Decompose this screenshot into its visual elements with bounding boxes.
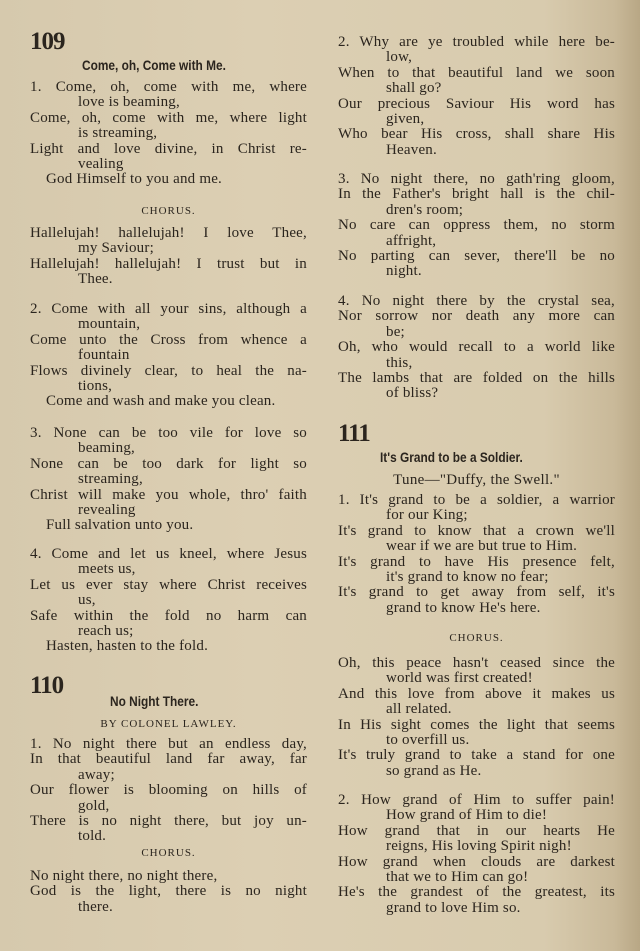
verse-line: 1. It's grand to be a soldier, a warrior — [338, 492, 615, 508]
verse-line: He's the grandest of the greatest, its — [338, 884, 615, 901]
verse-line: tions, — [78, 378, 113, 395]
verse-line: 2. Why are ye troubled while here be- — [338, 34, 615, 50]
verse-line: Our flower is blooming on hills of — [30, 782, 307, 799]
verse-line: There is no night there, but joy un- — [30, 813, 307, 830]
verse-line: Our precious Saviour His word has — [338, 95, 615, 112]
verse-line: gold, — [78, 797, 110, 814]
verse-line: Nor sorrow nor death any more can — [338, 308, 615, 325]
verse-line: Oh, who would recall to a world like — [338, 339, 615, 356]
verse — [338, 35, 615, 158]
verse-line: of bliss? — [386, 385, 439, 402]
verse-line: How grand when clouds are darkest — [338, 853, 615, 870]
verse-line: Hallelujah! hallelujah! I love Thee, — [30, 225, 307, 241]
verse-line: The lambs that are folded on the hills — [338, 370, 615, 387]
verse — [338, 493, 615, 616]
verse-line: 3. No night there, no gath'ring gloom, — [338, 171, 615, 187]
verse-line: 1. No night there but an endless day, — [30, 736, 307, 752]
chorus-label: CHORUS. — [141, 205, 196, 217]
verse-line: reach us; — [78, 623, 134, 640]
verse — [30, 302, 307, 410]
verse — [338, 172, 615, 280]
verse-line: Safe within the fold no harm can — [30, 607, 307, 624]
verse-line: it's grand to know no fear; — [386, 569, 549, 586]
verse-line: Who bear His cross, shall share His — [338, 126, 615, 143]
verse-line: God is the light, there is no night — [30, 883, 307, 900]
verse-line: When to that beautiful land we soon — [338, 64, 615, 81]
verse-line: It's grand to get away from self, it's — [338, 584, 615, 601]
verse-line: my Saviour; — [78, 240, 154, 257]
verse-line: reigns, His loving Spirit nigh! — [386, 838, 572, 855]
verse-line: wear if we are but true to Him. — [386, 538, 578, 555]
hymn-number: 111 — [338, 420, 370, 447]
verse-line: beaming, — [78, 440, 136, 457]
verse-line: for our King; — [386, 507, 468, 524]
verse-line: vealing — [78, 156, 124, 173]
verse-line: Flows divinely clear, to heal the na- — [30, 362, 307, 379]
hymn-byline: Tune—"Duffy, the Swell." — [393, 472, 560, 488]
verse-line: In the Father's bright hall is the chil- — [338, 186, 615, 203]
verse-line: love is beaming, — [78, 94, 180, 111]
hymn-title: No Night There. — [110, 694, 199, 709]
verse-line: And this love from above it makes us — [338, 685, 615, 702]
chorus-label: CHORUS. — [449, 632, 504, 644]
verse-line: No care can oppress them, no storm — [338, 217, 615, 234]
verse-line: revealing — [78, 502, 136, 519]
verse-line: It's truly grand to take a stand for one — [338, 747, 615, 764]
verse-line: grand to love Him so. — [386, 899, 521, 916]
verse-line: In His sight comes the light that seems — [338, 716, 615, 733]
verse-line: fountain — [78, 347, 130, 364]
verse-line: Hallelujah! hallelujah! I trust but in — [30, 255, 307, 272]
verse-line: grand to know He's here. — [386, 599, 541, 616]
verse-line: How grand of Him to die! — [386, 807, 548, 824]
hymn-number: 110 — [30, 672, 64, 699]
verse-line: It's grand to have His presence felt, — [338, 553, 615, 570]
verse-line: world was first created! — [386, 670, 533, 687]
verse-line: In that beautiful land far away, far — [30, 751, 307, 768]
verse-line: be; — [386, 323, 405, 340]
verse-line: Christ will make you whole, thro' faith — [30, 486, 307, 503]
verse-line: 3. None can be too vile for love so — [30, 425, 307, 441]
verse-line: Thee. — [78, 271, 113, 288]
verse-line: Light and love divine, in Christ re- — [30, 140, 307, 157]
verse-line: dren's room; — [386, 201, 464, 218]
verse-line: there. — [78, 898, 113, 915]
verse-line: all related. — [386, 701, 452, 718]
verse — [30, 426, 307, 534]
verse-line: to overfill us. — [386, 732, 470, 749]
verse-line: 4. No night there by the crystal sea, — [338, 293, 615, 309]
verse — [338, 793, 615, 916]
verse-line: Come and wash and make you clean. — [46, 393, 276, 410]
verse-line: us, — [78, 592, 96, 609]
verse-line: 2. Come with all your sins, although a — [30, 301, 307, 317]
verse-line: Oh, this peace hasn't ceased since the — [338, 655, 615, 671]
verse-line: that we to Him can go! — [386, 869, 529, 886]
hymn-title: It's Grand to be a Soldier. — [380, 450, 523, 465]
verse — [30, 737, 307, 845]
hymn-byline: BY COLONEL LAWLEY. — [100, 718, 237, 730]
verse-line: Hasten, hasten to the fold. — [46, 638, 209, 655]
verse-line: this, — [386, 354, 413, 371]
verse-line: shall go? — [386, 80, 442, 97]
verse-line: is streaming, — [78, 125, 158, 142]
verse-line: given, — [386, 111, 425, 128]
verse-line: away; — [78, 766, 115, 783]
verse-line: 1. Come, oh, come with me, where — [30, 79, 307, 95]
verse-line: low, — [386, 49, 413, 66]
verse-line: affright, — [386, 232, 437, 249]
verse-line: 2. How grand of Him to suffer pain! — [338, 792, 615, 808]
chorus-label: CHORUS. — [141, 847, 196, 859]
verse-line: meets us, — [78, 561, 136, 578]
verse-line: night. — [386, 263, 422, 280]
verse-line: How grand that in our hearts He — [338, 822, 615, 839]
verse-line: Let us ever stay where Christ receives — [30, 576, 307, 593]
hymn-number: 109 — [30, 28, 65, 55]
hymn-title: Come, oh, Come with Me. — [82, 58, 226, 73]
verse-line: God Himself to you and me. — [46, 171, 223, 188]
verse-line: Come unto the Cross from whence a — [30, 331, 307, 348]
chorus — [30, 869, 307, 915]
verse-line: It's grand to know that a crown we'll — [338, 522, 615, 539]
verse — [338, 294, 615, 402]
verse-line: No parting can sever, there'll be no — [338, 248, 615, 265]
verse-line: 4. Come and let us kneel, where Jesus — [30, 546, 307, 562]
chorus — [30, 226, 307, 288]
verse-line: Come, oh, come with me, where light — [30, 109, 307, 126]
chorus — [338, 656, 615, 779]
verse-line: told. — [78, 828, 107, 845]
verse — [30, 80, 307, 188]
verse-line: streaming, — [78, 471, 143, 488]
verse-line: Heaven. — [386, 141, 437, 158]
verse-line: Full salvation unto you. — [46, 517, 194, 534]
verse — [30, 547, 307, 655]
verse-line: so grand as He. — [386, 762, 482, 779]
verse-line: No night there, no night there, — [30, 868, 218, 884]
verse-line: None can be too dark for light so — [30, 455, 307, 472]
verse-line: mountain, — [78, 316, 141, 333]
